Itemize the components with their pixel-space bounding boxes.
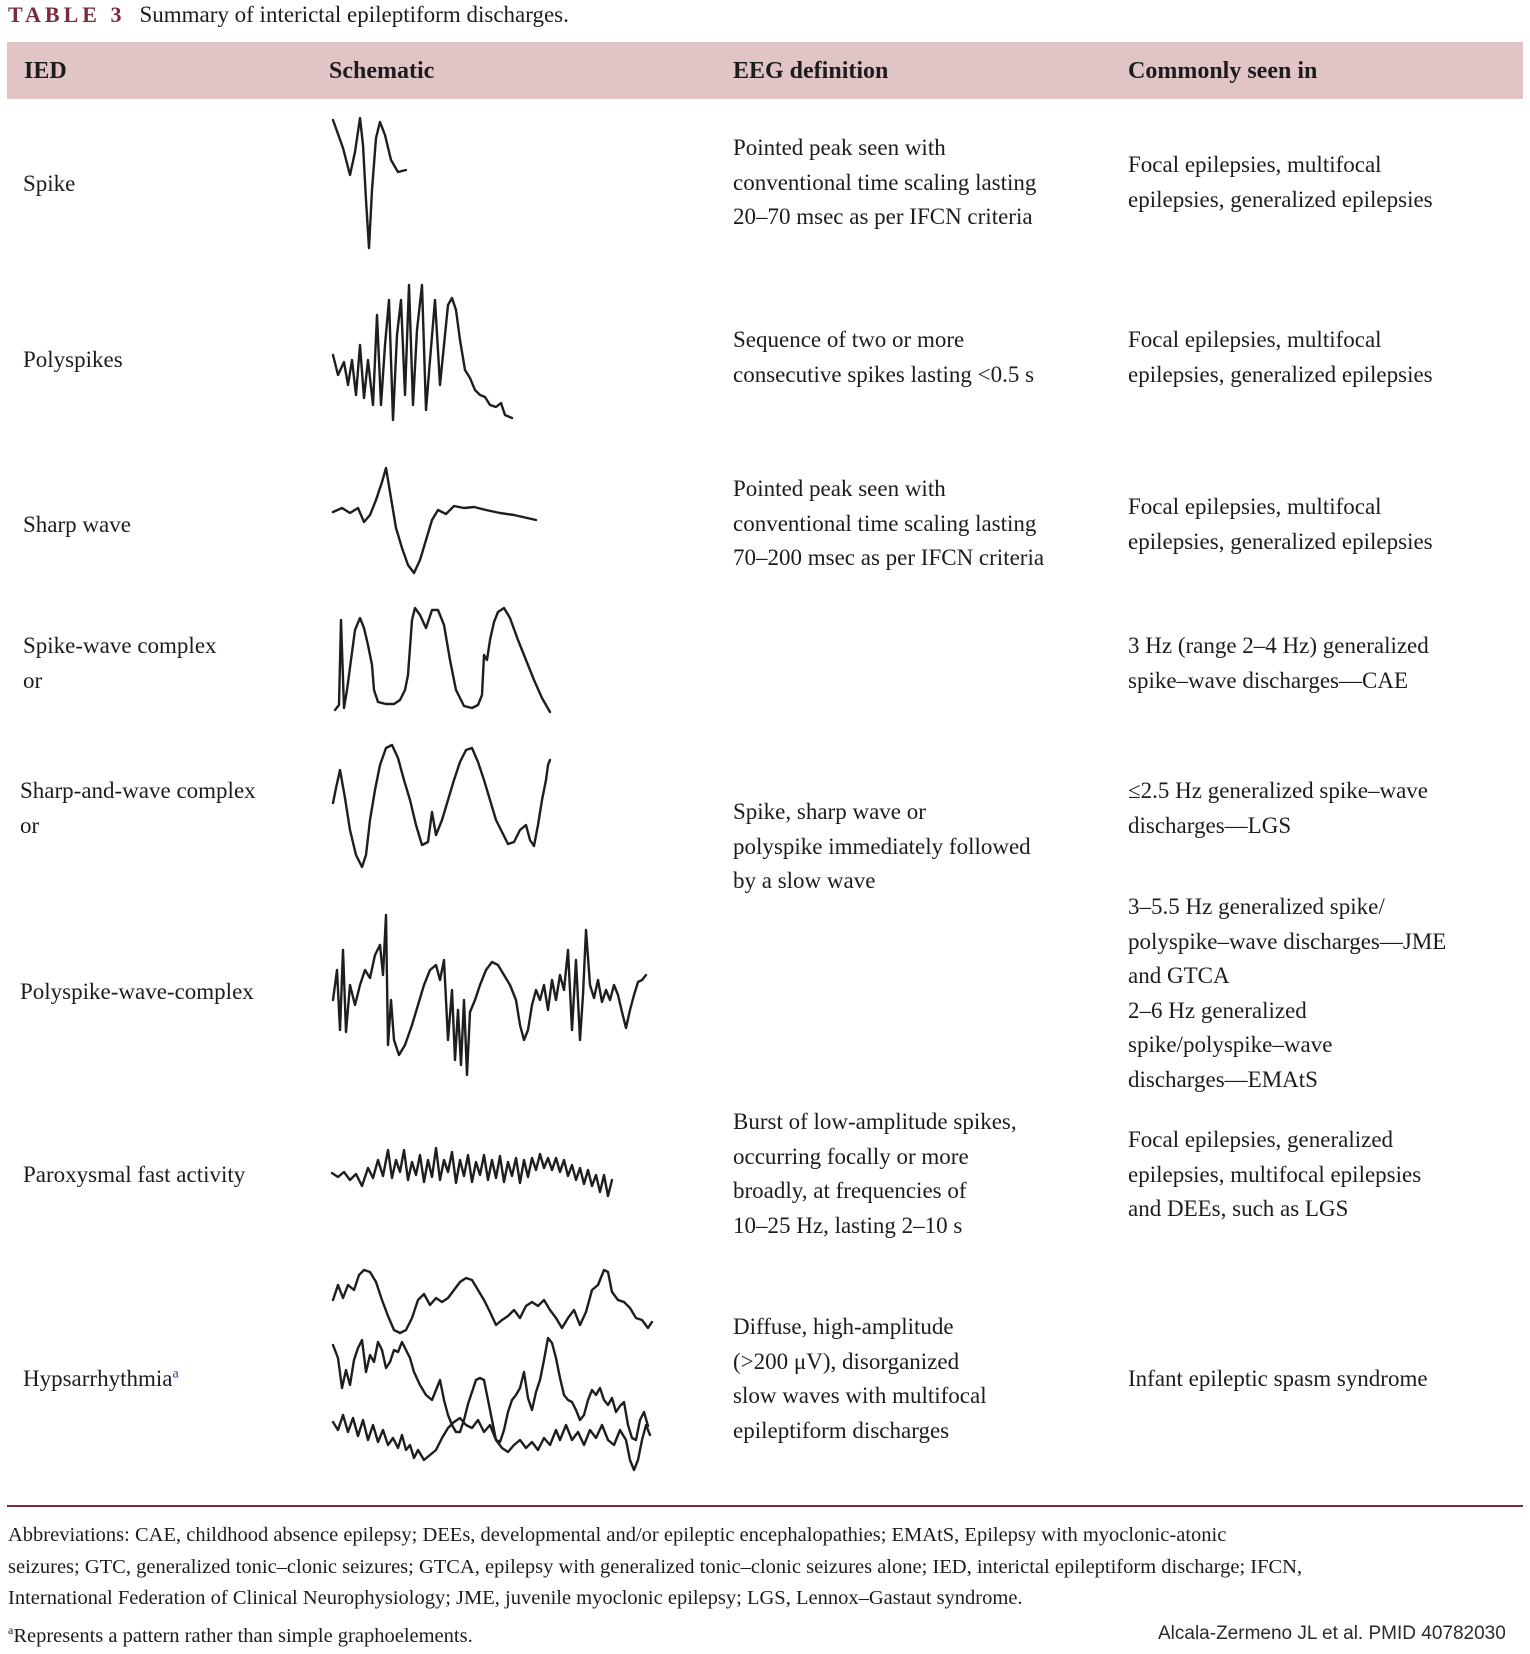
commonly-seen-in-line: discharges—EMAtS xyxy=(1128,1066,1318,1092)
eeg-definition-line: broadly, at frequencies of xyxy=(733,1178,967,1203)
header-ied: IED xyxy=(24,58,67,84)
eeg-definition-line: Pointed peak seen with xyxy=(733,135,946,160)
footnote-line: International Federation of Clinical Neurophysiology; JME, juvenile myoclonic epilepsy; LGS, Lennox–Gastaut syndrome. xyxy=(8,1587,1023,1609)
commonly-seen-in-line: polyspike–wave discharges—JME xyxy=(1128,928,1447,954)
commonly-seen-in-line: 3–5.5 Hz generalized spike/ xyxy=(1128,894,1385,919)
table-title: Summary of interictal epileptiform discharges. xyxy=(139,2,569,27)
ied-name-line: Spike xyxy=(23,171,76,196)
eeg-definition-line: conventional time scaling lasting xyxy=(733,169,1037,195)
footnote-line: Abbreviations: CAE, childhood absence epilepsy; DEEs, developmental and/or epileptic encephalopathies; EMAtS, Epilepsy with myoclonic-atonic xyxy=(8,1524,1227,1546)
eeg-definition-line: conventional time scaling lasting xyxy=(733,510,1037,536)
eeg-definition-line: (>200 μV), disorganized xyxy=(733,1348,960,1374)
eeg-definition-line: slow waves with multifocal xyxy=(733,1383,987,1408)
commonly-seen-in-line: Infant epileptic spasm syndrome xyxy=(1128,1366,1428,1391)
header-eeg-definition: EEG definition xyxy=(733,58,889,84)
header-commonly-seen-in: Commonly seen in xyxy=(1128,58,1318,84)
sharp-wave-waveform xyxy=(333,468,536,573)
footnote-note: Represents a pattern rather than simple graphoelements. xyxy=(13,1625,473,1647)
eeg-definition-line: 10–25 Hz, lasting 2–10 s xyxy=(733,1212,963,1238)
ied-name-line: Spike-wave complex xyxy=(23,633,217,658)
eeg-definition-line: Burst of low-amplitude spikes, xyxy=(733,1109,1017,1134)
commonly-seen-in-line: epilepsies, generalized epilepsies xyxy=(1128,528,1433,554)
footnote-marker: a xyxy=(8,1623,14,1638)
commonly-seen-in-line: epilepsies, multifocal epilepsies xyxy=(1128,1161,1422,1187)
eeg-definition-line: 70–200 msec as per IFCN criteria xyxy=(733,545,1045,570)
eeg-definition-line: Diffuse, high-amplitude xyxy=(733,1314,954,1339)
ied-name-line: Polyspikes xyxy=(23,347,123,372)
commonly-seen-in-line: spike/polyspike–wave xyxy=(1128,1032,1333,1057)
sharp-and-wave-complex-waveform xyxy=(333,745,550,867)
eeg-definition-shared-line: polyspike immediately followed xyxy=(733,833,1031,859)
footnote-line: seizures; GTC, generalized tonic–clonic seizures; GTCA, epilepsy with generalized tonic–clonic seizures alone; IED, interictal epileptiform discharge; IFCN, xyxy=(8,1555,1303,1578)
ied-name-text: Hypsarrhythmia xyxy=(23,1366,173,1391)
eeg-definition-line: 20–70 msec as per IFCN criteria xyxy=(733,204,1033,229)
polyspike-wave-complex-waveform xyxy=(333,915,646,1075)
header-schematic: Schematic xyxy=(329,58,435,84)
eeg-definition-line: Pointed peak seen with xyxy=(733,476,946,501)
commonly-seen-in-line: epilepsies, generalized epilepsies xyxy=(1128,361,1433,387)
paroxysmal-fast-activity-waveform xyxy=(332,1148,612,1196)
ied-name-line: Polyspike-wave-complex xyxy=(20,979,254,1004)
spike-wave-complex-waveform xyxy=(335,608,550,712)
eeg-definition-line: consecutive spikes lasting <0.5 s xyxy=(733,361,1035,387)
commonly-seen-in-line: and GTCA xyxy=(1128,963,1230,988)
hypsarrhythmia-waveform xyxy=(333,1270,652,1470)
commonly-seen-in-line: ≤2.5 Hz generalized spike–wave xyxy=(1128,778,1428,803)
ied-name-line: or xyxy=(20,812,40,838)
pattern-footnote xyxy=(8,1622,473,1650)
commonly-seen-in-line: discharges—LGS xyxy=(1128,812,1292,838)
ied-name-line: Sharp-and-wave complex xyxy=(20,778,256,803)
source-credit: Alcala-Zermeno JL et al. PMID 40782030 xyxy=(1158,1623,1506,1644)
commonly-seen-in-line: Focal epilepsies, multifocal xyxy=(1128,152,1382,177)
eeg-definition-line: Sequence of two or more xyxy=(733,327,965,352)
ied-name-line: Sharp wave xyxy=(23,512,131,537)
commonly-seen-in-line: Focal epilepsies, multifocal xyxy=(1128,494,1382,519)
spike-waveform xyxy=(333,118,406,248)
ied-name-line: or xyxy=(23,667,43,693)
commonly-seen-in-line: 3 Hz (range 2–4 Hz) generalized xyxy=(1128,633,1429,658)
commonly-seen-in-line: spike–wave discharges—CAE xyxy=(1128,667,1408,693)
footnote-reference[interactable]: a xyxy=(172,1366,179,1382)
commonly-seen-in-line: and DEEs, such as LGS xyxy=(1128,1196,1349,1221)
table-bottom-rule xyxy=(7,1505,1523,1507)
eeg-definition-shared-line: Spike, sharp wave or xyxy=(733,799,926,824)
commonly-seen-in-line: Focal epilepsies, generalized xyxy=(1128,1127,1394,1152)
commonly-seen-in-line: Focal epilepsies, multifocal xyxy=(1128,327,1382,352)
commonly-seen-in-line: epilepsies, generalized epilepsies xyxy=(1128,186,1433,212)
eeg-definition-shared-line: by a slow wave xyxy=(733,868,876,893)
eeg-definition-line: occurring focally or more xyxy=(733,1143,969,1169)
eeg-definition-line: epileptiform discharges xyxy=(733,1417,950,1443)
commonly-seen-in-line: 2–6 Hz generalized xyxy=(1128,997,1307,1023)
abbreviations-footnote xyxy=(8,1520,1508,1615)
ied-name-line: Paroxysmal fast activity xyxy=(23,1162,246,1187)
polyspikes-waveform xyxy=(333,285,512,420)
table-label: TABLE 3 xyxy=(8,2,126,27)
